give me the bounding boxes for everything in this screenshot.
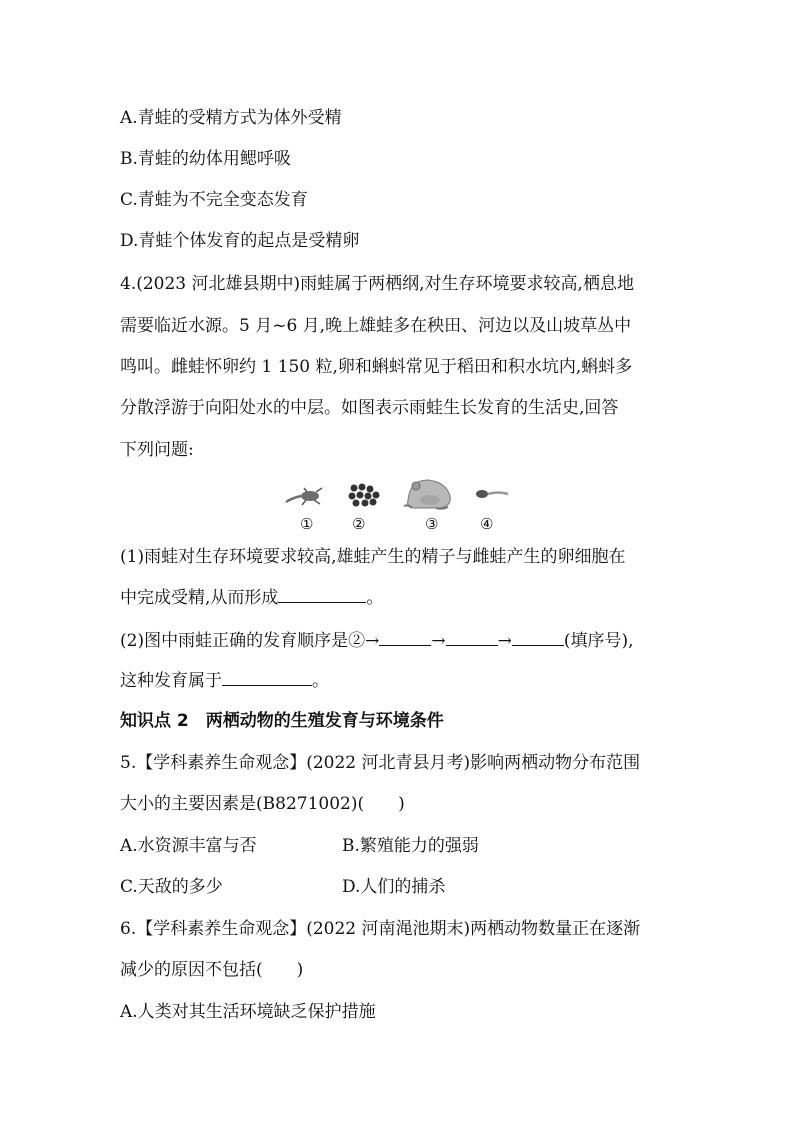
q5-option-c: C.天敌的多少 <box>120 877 223 897</box>
q5-option-d: D.人们的捕杀 <box>342 877 446 897</box>
tadpole-drawing <box>476 490 508 498</box>
q4-sub2-end: (填序号), <box>563 631 634 651</box>
q3-option-a: A.青蛙的受精方式为体外受精 <box>120 108 342 128</box>
q4-stem-line-2: 需要临近水源。5 月~6 月,晚上雄蛙多在秧田、河边以及山坡草丛中 <box>120 316 632 336</box>
q4-sub1-text: 中完成受精,从而形成 <box>120 588 279 608</box>
answer-blank-3[interactable] <box>446 629 498 646</box>
q4-sub2-text: (2)图中雨蛙正确的发育顺序是②→ <box>120 631 380 651</box>
q4-sub2-line-2 <box>120 669 329 693</box>
figure-label-1: ① <box>300 515 314 533</box>
answer-blank-2[interactable] <box>379 629 431 646</box>
q4-stem-line-4: 分散浮游于向阳处水的中层。如图表示雨蛙生长发育的生活史,回答 <box>120 398 619 418</box>
q6-stem-line-2 <box>120 958 303 982</box>
q4-sub1-line-1: (1)雨蛙对生存环境要求较高,雄蛙产生的精子与雌蛙产生的卵细胞在 <box>120 547 626 567</box>
egg-cluster-drawing <box>349 484 380 507</box>
section-heading: 知识点 2 两栖动物的生殖发育与环境条件 <box>120 711 444 731</box>
q4-stem-line-5: 下列问题: <box>120 440 194 460</box>
q3-option-d: D.青蛙个体发育的起点是受精卵 <box>120 231 360 251</box>
adult-frog-drawing <box>404 480 450 509</box>
froglet-drawing <box>286 488 322 505</box>
q4-sub1-line-2 <box>120 586 383 610</box>
figure-label-2: ② <box>352 515 366 533</box>
q6-stem-text: 减少的原因不包括( <box>120 960 263 980</box>
q5-stem-text: 大小的主要因素是(B8271002)( <box>120 794 365 814</box>
q6-option-a: A.人类对其生活环境缺乏保护措施 <box>120 1002 376 1022</box>
q4-sub2-line2-text: 这种发育属于 <box>120 671 222 691</box>
arrow-2: → <box>497 631 512 651</box>
q4-stem-line-1: 4.(2023 河北雄县期中)雨蛙属于两栖纲,对生存环境要求较高,栖息地 <box>120 274 634 294</box>
answer-blank-4[interactable] <box>512 629 564 646</box>
q5-stem-line-1: 5.【学科素养生命观念】(2022 河北青县月考)影响两栖动物分布范围 <box>120 753 641 773</box>
q5-option-b: B.繁殖能力的强弱 <box>342 836 479 856</box>
figure-label-3: ③ <box>425 515 439 533</box>
figure-label-4: ④ <box>480 515 494 533</box>
q5-paren-close: ) <box>398 794 405 814</box>
q4-stem-line-3: 鸣叫。雌蛙怀卵约 1 150 粒,卵和蝌蚪常见于稻田和积水坑内,蝌蚪多 <box>120 357 633 377</box>
q6-stem-line-1: 6.【学科素养生命观念】(2022 河南渑池期末)两栖动物数量正在逐渐 <box>120 919 641 939</box>
q4-sub2-line-1 <box>120 629 634 653</box>
q4-sub1-end: 。 <box>366 588 384 608</box>
arrow-1: → <box>431 631 446 651</box>
q4-sub2-line2-end: 。 <box>312 671 329 691</box>
q3-option-c: C.青蛙为不完全变态发育 <box>120 190 308 210</box>
answer-blank-5[interactable] <box>222 669 312 686</box>
q5-stem-line-2 <box>120 792 405 816</box>
answer-blank-1[interactable] <box>278 586 366 603</box>
q6-paren-close: ) <box>296 960 304 980</box>
q3-option-b: B.青蛙的幼体用鳃呼吸 <box>120 149 291 169</box>
q5-option-a: A.水资源丰富与否 <box>120 836 257 856</box>
